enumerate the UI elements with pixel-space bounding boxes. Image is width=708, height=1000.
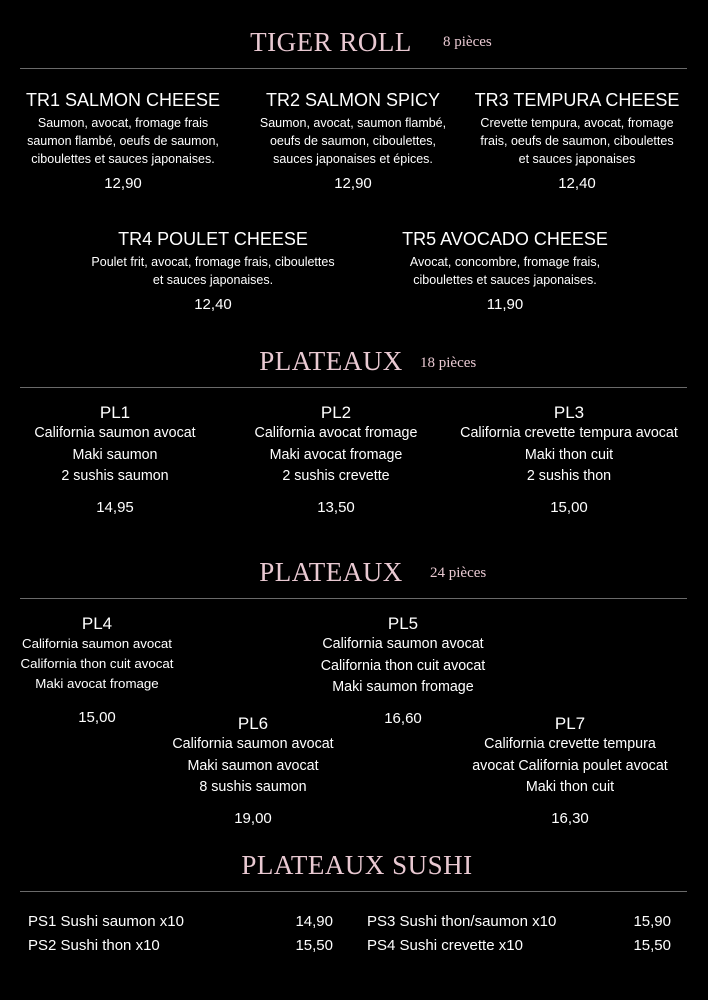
item-name: PL5 bbox=[387, 614, 419, 633]
menu-item-pl7 bbox=[445, 714, 695, 829]
menu-item-pl6 bbox=[133, 714, 373, 829]
item-name: PL2 bbox=[320, 403, 352, 422]
section-title-plateaux-18: PLATEAUX bbox=[259, 346, 403, 376]
item-name: PL6 bbox=[237, 714, 269, 733]
item-price: 15,00 bbox=[550, 498, 588, 516]
item-description: California saumon avocat California thon cuit avocat Maki avocat fromage bbox=[20, 636, 174, 691]
item-price: 12,40 bbox=[194, 296, 232, 313]
item-description: Saumon, avocat, fromage frais saumon flambé, oeufs de saumon, ciboulettes et sauces japonaises. bbox=[27, 116, 219, 166]
item-description: California avocat fromage Maki avocat fromage 2 sushis crevette bbox=[254, 425, 418, 484]
item-price: 19,00 bbox=[234, 809, 272, 827]
section-count: 18 pièces bbox=[420, 355, 477, 371]
item-description: Saumon, avocat, saumon flambé, oeufs de saumon, ciboulettes, sauces japonaises et épices. bbox=[259, 116, 447, 166]
menu-item-pl4 bbox=[0, 614, 197, 728]
sushi-item-name: PS2 Sushi thon x10 bbox=[28, 937, 160, 954]
item-price: 16,30 bbox=[551, 809, 589, 827]
item-name: PL3 bbox=[553, 403, 585, 422]
sushi-item-price: 15,50 bbox=[633, 937, 671, 954]
item-price: 11,90 bbox=[486, 296, 524, 313]
section-title-plateaux-sushi: PLATEAUX SUSHI bbox=[241, 850, 473, 880]
item-name: PL7 bbox=[554, 714, 586, 733]
divider bbox=[20, 598, 687, 599]
menu-item-tr1 bbox=[3, 89, 243, 194]
sushi-item-name: PS3 Sushi thon/saumon x10 bbox=[367, 913, 557, 930]
item-description: Crevette tempura, avocat, fromage frais, oeufs de saumon, ciboulettes et sauces japonaises bbox=[480, 116, 674, 166]
sushi-item-price: 15,50 bbox=[295, 937, 333, 954]
item-description: Poulet frit, avocat, fromage frais, ciboulettes et sauces japonaises. bbox=[91, 255, 335, 287]
item-price: 12,90 bbox=[104, 175, 142, 192]
item-name: TR5 AVOCADO CHEESE bbox=[402, 229, 608, 249]
item-description: California crevette tempura avocat Maki thon cuit 2 sushis thon bbox=[460, 425, 678, 484]
section-title-tiger-roll: TIGER ROLL bbox=[250, 27, 412, 57]
sushi-item-price: 15,90 bbox=[633, 913, 671, 930]
sushi-item-name: PS4 Sushi crevette x10 bbox=[367, 937, 523, 954]
item-name: TR4 POULET CHEESE bbox=[118, 229, 308, 249]
item-name: TR3 TEMPURA CHEESE bbox=[474, 90, 680, 110]
item-description: California saumon avocat California thon cuit avocat Maki saumon fromage bbox=[320, 636, 486, 695]
menu-item-pl5 bbox=[283, 614, 523, 729]
item-name: PL4 bbox=[81, 614, 113, 633]
menu-item-tr4 bbox=[63, 228, 363, 315]
divider bbox=[20, 68, 687, 69]
item-description: California crevette tempura avocat California poulet avocat Maki thon cuit bbox=[472, 736, 668, 795]
menu-item-pl2 bbox=[206, 403, 466, 518]
item-description: California saumon avocat Maki saumon 2 sushis saumon bbox=[34, 425, 196, 484]
section-title-plateaux-24: PLATEAUX bbox=[259, 557, 403, 587]
item-name: TR1 SALMON CHEESE bbox=[25, 90, 221, 110]
menu-item-tr2 bbox=[233, 89, 473, 194]
item-price: 12,40 bbox=[558, 175, 596, 192]
item-price: 13,50 bbox=[317, 498, 355, 516]
divider bbox=[20, 891, 687, 892]
section-count: 8 pièces bbox=[443, 34, 492, 50]
item-price: 16,60 bbox=[384, 709, 422, 727]
item-name: TR2 SALMON SPICY bbox=[265, 90, 441, 110]
sushi-item-name: PS1 Sushi saumon x10 bbox=[28, 913, 184, 930]
item-price: 12,90 bbox=[334, 175, 372, 192]
menu-item-tr3 bbox=[457, 89, 697, 194]
item-price: 15,00 bbox=[78, 709, 116, 726]
item-price: 14,95 bbox=[96, 498, 134, 516]
menu-item-pl3 bbox=[434, 403, 704, 518]
menu-item-tr5 bbox=[385, 228, 625, 315]
divider bbox=[20, 387, 687, 388]
section-count: 24 pièces bbox=[430, 565, 487, 581]
item-name: PL1 bbox=[99, 403, 131, 422]
item-description: California saumon avocat Maki saumon avocat 8 sushis saumon bbox=[172, 736, 334, 795]
item-description: Avocat, concombre, fromage frais, ciboulettes et sauces japonaises. bbox=[409, 255, 601, 287]
sushi-item-price: 14,90 bbox=[295, 913, 333, 930]
